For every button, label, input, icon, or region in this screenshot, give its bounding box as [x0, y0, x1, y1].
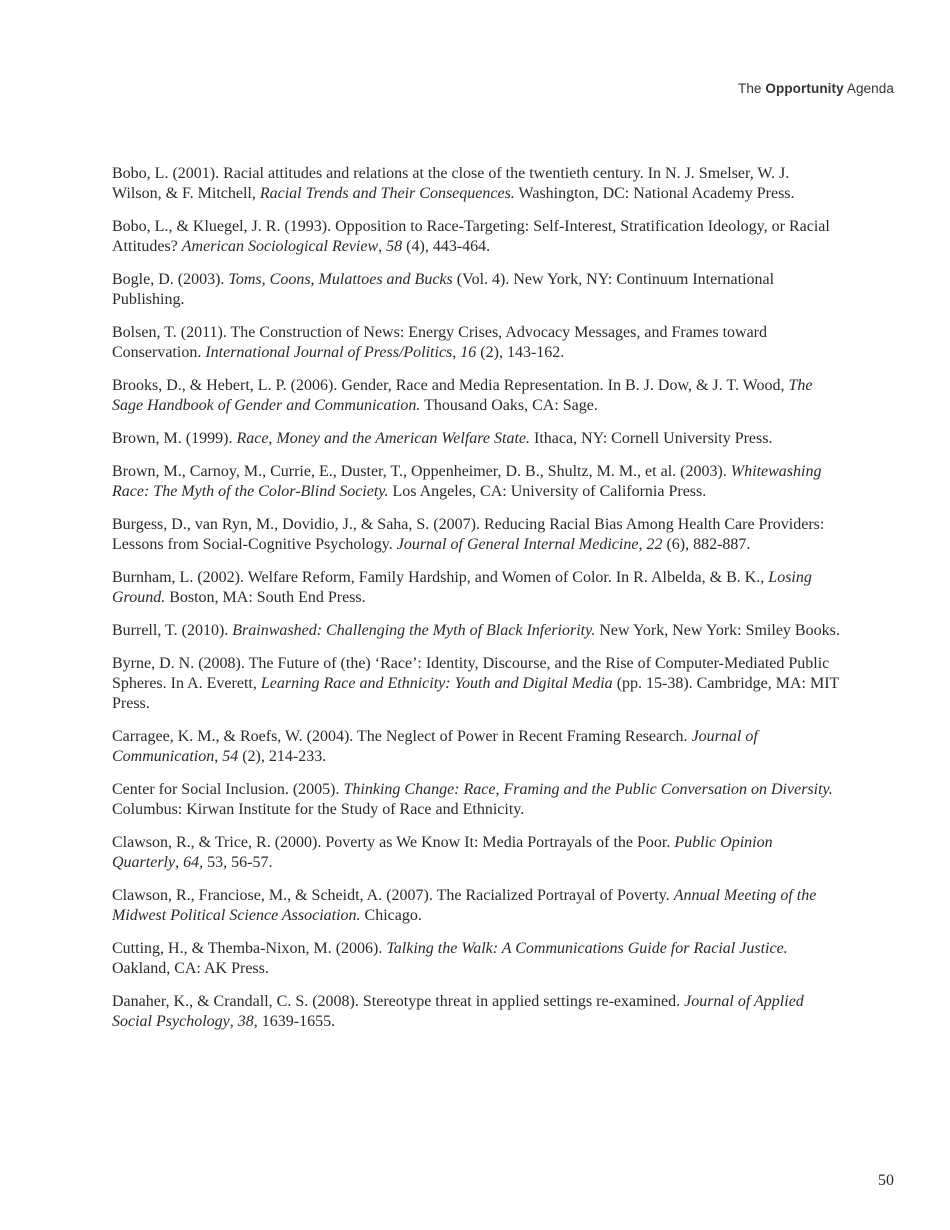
- reference-italic-text: Talking the Walk: A Communications Guide for Racial Justice.: [386, 940, 788, 957]
- reference-entry: [112, 217, 842, 257]
- reference-text: Bobo, L., & Kluegel, J. R. (1993). Opposition to Race-Targeting: Self-Interest, Stratification Ideology, or Racial Attitudes?: [112, 218, 830, 255]
- reference-text: ,: [214, 748, 223, 765]
- reference-text: (6), 882-887.: [662, 536, 751, 553]
- reference-italic-text: 54: [222, 748, 239, 765]
- reference-italic-text: The Sage Handbook of Gender and Communication.: [112, 377, 813, 414]
- reference-entry: [112, 376, 842, 416]
- reference-text: ,: [452, 344, 461, 361]
- reference-text: Byrne, D. N. (2008). The Future of (the) ‘Race’: Identity, Discourse, and the Rise of Computer-Mediated Public Spheres. In A. Everett,: [112, 655, 830, 692]
- reference-italic-text: Journal of General Internal Medicine: [396, 536, 639, 553]
- page-number: 50: [878, 1172, 894, 1189]
- reference-italic-text: American Sociological Review: [181, 238, 379, 255]
- reference-list: [112, 164, 842, 1045]
- reference-text: ,: [229, 1013, 238, 1030]
- reference-italic-text: 38: [237, 1013, 254, 1030]
- reference-italic-text: Thinking Change: Race, Framing and the Public Conversation on Diversity.: [343, 781, 833, 798]
- header-brand-bold: Opportunity: [765, 81, 844, 96]
- reference-text: Carragee, K. M., & Roefs, W. (2004). The Neglect of Power in Recent Framing Research.: [112, 728, 692, 745]
- reference-text: , 53, 56-57.: [199, 854, 273, 871]
- reference-entry: [112, 886, 842, 926]
- reference-text: Burrell, T. (2010).: [112, 622, 233, 639]
- reference-entry: [112, 429, 842, 449]
- reference-text: (Vol. 4). New York, NY: Continuum International Publishing.: [112, 271, 775, 308]
- reference-entry: [112, 727, 842, 767]
- reference-text: (pp. 15-38). Cambridge, MA: MIT Press.: [112, 675, 840, 712]
- reference-text: Ithaca, NY: Cornell University Press.: [529, 430, 773, 447]
- reference-text: Bolsen, T. (2011). The Construction of News: Energy Crises, Advocacy Messages, and Frames toward Conservation.: [112, 324, 767, 361]
- reference-entry: [112, 992, 842, 1032]
- reference-text: Brown, M., Carnoy, M., Currie, E., Duster, T., Oppenheimer, D. B., Shultz, M. M., et al. (2003).: [112, 463, 731, 480]
- reference-italic-text: Annual Meeting of the Midwest Political Science Association.: [112, 887, 817, 924]
- reference-italic-text: International Journal of Press/Politics: [205, 344, 453, 361]
- reference-italic-text: Journal of Communication: [112, 728, 758, 765]
- reference-text: , 1639-1655.: [253, 1013, 336, 1030]
- reference-text: Boston, MA: South End Press.: [165, 589, 366, 606]
- reference-italic-text: Toms, Coons, Mulattoes and Bucks: [228, 271, 453, 288]
- reference-italic-text: 16: [460, 344, 477, 361]
- running-header: [738, 81, 894, 96]
- reference-text: Burgess, D., van Ryn, M., Dovidio, J., & Saha, S. (2007). Reducing Racial Bias Among Health Care Providers: Lessons from Social-Cognitive Psychology.: [112, 516, 825, 553]
- reference-text: Chicago.: [360, 907, 422, 924]
- reference-entry: [112, 515, 842, 555]
- reference-text: Danaher, K., & Crandall, C. S. (2008). Stereotype threat in applied settings re-examined.: [112, 993, 685, 1010]
- reference-text: ,: [378, 238, 387, 255]
- reference-entry: [112, 568, 842, 608]
- reference-entry: [112, 833, 842, 873]
- reference-italic-text: 64: [183, 854, 200, 871]
- reference-text: (2), 214-233.: [238, 748, 327, 765]
- reference-text: Burnham, L. (2002). Welfare Reform, Family Hardship, and Women of Color. In R. Albelda, & B. K.,: [112, 569, 769, 586]
- reference-italic-text: Racial Trends and Their Consequences.: [259, 185, 515, 202]
- reference-entry: [112, 323, 842, 363]
- reference-text: Cutting, H., & Themba-Nixon, M. (2006).: [112, 940, 387, 957]
- reference-text: Clawson, R., Franciose, M., & Scheidt, A. (2007). The Racialized Portrayal of Poverty.: [112, 887, 674, 904]
- reference-text: Brooks, D., & Hebert, L. P. (2006). Gender, Race and Media Representation. In B. J. Dow, & J. T. Wood,: [112, 377, 789, 394]
- reference-entry: [112, 939, 842, 979]
- reference-italic-text: Losing Ground.: [112, 569, 812, 606]
- reference-entry: [112, 654, 842, 714]
- reference-italic-text: Brainwashed: Challenging the Myth of Black Inferiority.: [232, 622, 596, 639]
- reference-italic-text: Learning Race and Ethnicity: Youth and Digital Media: [260, 675, 613, 692]
- reference-italic-text: Whitewashing Race: The Myth of the Color-Blind Society.: [112, 463, 822, 500]
- reference-text: Thousand Oaks, CA: Sage.: [420, 397, 598, 414]
- header-brand-prefix: The: [737, 81, 762, 96]
- reference-italic-text: Race, Money and the American Welfare State.: [236, 430, 530, 447]
- reference-text: Los Angeles, CA: University of California Press.: [388, 483, 707, 500]
- reference-text: Bobo, L. (2001). Racial attitudes and relations at the close of the twentieth century. In N. J. Smelser, W. J. Wilson, & F. Mitchell,: [112, 165, 790, 202]
- reference-text: (2), 143-162.: [476, 344, 565, 361]
- reference-text: New York, New York: Smiley Books.: [595, 622, 840, 639]
- reference-italic-text: Journal of Applied Social Psychology: [112, 993, 804, 1030]
- reference-text: Center for Social Inclusion. (2005).: [112, 781, 344, 798]
- reference-text: Clawson, R., & Trice, R. (2000). Poverty as We Know It: Media Portrayals of the Poor.: [112, 834, 675, 851]
- reference-text: Bogle, D. (2003).: [112, 271, 229, 288]
- reference-entry: [112, 621, 842, 641]
- reference-text: Brown, M. (1999).: [112, 430, 237, 447]
- header-brand-suffix: Agenda: [846, 81, 894, 96]
- reference-entry: [112, 270, 842, 310]
- reference-entry: [112, 780, 842, 820]
- reference-entry: [112, 462, 842, 502]
- reference-text: Washington, DC: National Academy Press.: [514, 185, 795, 202]
- reference-text: (4), 443-464.: [402, 238, 491, 255]
- reference-italic-text: 58: [386, 238, 403, 255]
- reference-italic-text: 22: [646, 536, 663, 553]
- reference-entry: [112, 164, 842, 204]
- reference-italic-text: Public Opinion Quarterly: [112, 834, 773, 871]
- reference-text: ,: [638, 536, 647, 553]
- reference-text: Columbus: Kirwan Institute for the Study of Race and Ethnicity.: [112, 801, 525, 818]
- reference-text: ,: [175, 854, 184, 871]
- reference-text: Oakland, CA: AK Press.: [112, 960, 269, 977]
